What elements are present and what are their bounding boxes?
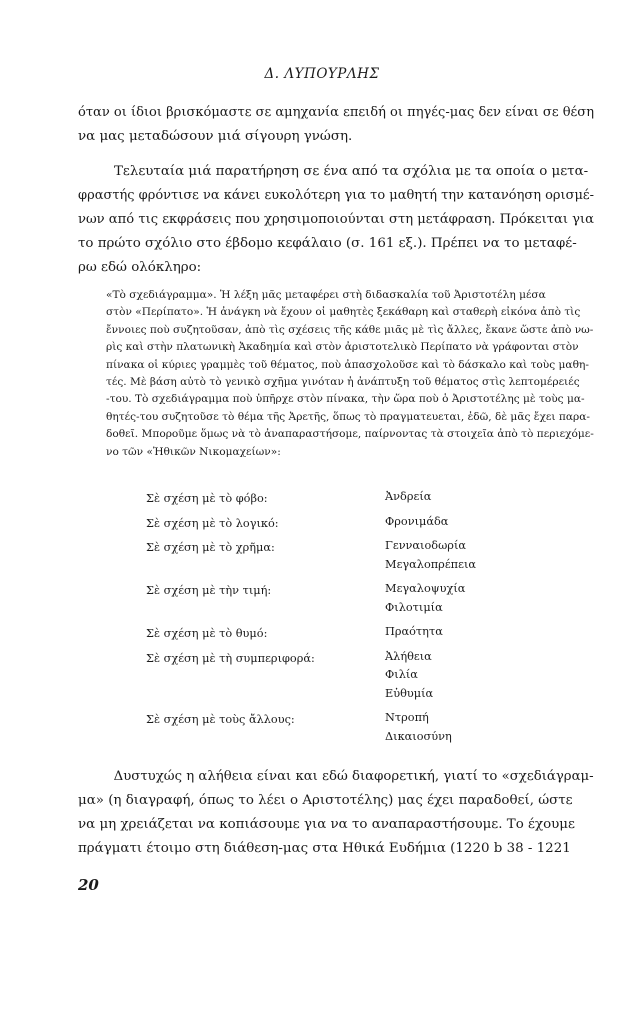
virtue-names (385, 537, 566, 574)
virtue-names (385, 648, 566, 704)
virtue-name: Μεγαλοψυχία (385, 582, 466, 595)
virtue-name: Πραότητα (385, 625, 443, 638)
virtue-relation: Σὲ σχέση μὲ τὸ θυμό: (146, 627, 268, 640)
text-line: μα» (η διαγραφή, όπως το λέει ο Αριστοτέλης) μας έχει παραδοθεί, ώστε (78, 793, 573, 808)
virtue-row (146, 488, 566, 507)
virtue-name: Φιλία (385, 668, 418, 681)
virtue-name: Δικαιοσύνη (385, 729, 452, 743)
virtue-name: Φιλοτιμία (385, 600, 443, 614)
virtue-relation: Σὲ σχέση μὲ τοὺς ἄλλους: (146, 713, 295, 726)
quote-line: στὸν «Περίπατο». Ἡ ἀνάγκη νὰ ἔχουν οἱ μαθητὲς ξεκάθαρη καὶ σταθερὴ εἰκόνα ἀπὸ τὶς (106, 306, 581, 319)
quote-line: -του. Τὸ σχεδιάγραμμα ποὺ ὑπῆρχε στὸν πίνακα, τὴν ὥρα ποὺ ὁ Ἀριστοτέλης μὲ τοὺς μα- (106, 393, 585, 406)
quote-line: «Τὸ σχεδιάγραμμα». Ἡ λέξη μᾶς μεταφέρει στὴ διδασκαλία τοῦ Ἀριστοτέλη μέσα (106, 289, 546, 301)
text-line: όταν οι ίδιοι βρισκόμαστε σε αμηχανία επειδή οι πηγές-μας δεν είναι σε θέση (78, 105, 595, 120)
virtue-row (146, 623, 566, 642)
quote-line: τές. Μὲ βάση αὐτὸ τὸ γενικὸ σχῆμα γινόταν ἡ ἀνάπτυξη τοῦ θέματος στὶς λεπτομέρειές (106, 376, 580, 389)
paragraph-2 (78, 160, 594, 280)
virtue-row (146, 648, 566, 704)
quote-line: ρὶς καὶ στὴν πλατωνικὴ Ἀκαδημία καὶ στὸν ἀριστοτελικὸ Περίπατο νὰ γράφονται στὸν (106, 341, 579, 354)
text-line: νων από τις εκφράσεις που χρησιμοποιούνται στη μετάφραση. Πρόκειται για (78, 212, 595, 227)
virtue-row (146, 709, 566, 746)
virtue-relation: Σὲ σχέση μὲ τὸ φόβο: (146, 492, 268, 505)
virtue-names (385, 488, 566, 507)
text-line: να μας μεταδώσουν μιά σίγουρη γνώση. (78, 129, 353, 144)
virtue-row (146, 513, 566, 532)
virtues-table (146, 488, 566, 746)
virtue-row (146, 580, 566, 617)
quote-line: πίνακα οἱ κύριες γραμμὲς τοῦ θέματος, ποὺ ἀπασχολοῦσε καὶ τὸ δάσκαλο καὶ τοὺς μαθη- (106, 358, 589, 371)
virtue-name: Γενναιοδωρία (385, 539, 466, 552)
virtue-relation: Σὲ σχέση μὲ τὸ χρῆμα: (146, 541, 275, 554)
quote-line: θητές-του συζητοῦσε τὸ θέμα τῆς Ἀρετῆς, ὅπως τὸ πραγματευεται, ἐδῶ, δὲ μᾶς ἔχει παρα- (106, 410, 590, 423)
paragraph-1 (78, 101, 594, 149)
virtue-name: Φρονιμάδα (385, 514, 449, 528)
quote-line: ἔννοιες ποὺ συζητοῦσαν, ἀπὸ τὶς σχέσεις τῆς κάθε μιᾶς μὲ τὶς ἄλλες, ἔκανε ὥστε ἀπὸ νω- (106, 323, 594, 336)
virtue-name: Ντροπή (385, 711, 429, 724)
text-line: να μη χρειάζεται να κοπιάσουμε για να το αναπαραστήσουμε. Το έχουμε (78, 817, 575, 832)
virtue-relation: Σὲ σχέση μὲ τὴ συμπεριφορά: (146, 651, 315, 665)
paragraph-3 (78, 765, 594, 861)
text-line: ρω εδώ ολόκληρο: (78, 260, 202, 275)
page-number: 20 (78, 876, 99, 894)
running-head: Δ. ΛΥΠΟΥΡΛΗΣ (264, 66, 380, 82)
virtue-name: Εὐθυμία (385, 686, 434, 700)
quote-line: νο τῶν «Ἠθικῶν Νικομαχείων»: (106, 445, 281, 458)
text-line: φραστής φρόντισε να κάνει ευκολότερη για το μαθητή την κατανόηση ορισμέ- (78, 188, 594, 203)
virtue-name: Ἀλήθεια (385, 649, 432, 663)
text-line: πράγματι έτοιμο στη διάθεση-μας στα Ηθικά Ευδήμια (1220 b 38 - 1221 (78, 841, 571, 856)
text-line: το πρώτο σχόλιο στο έβδομο κεφάλαιο (σ. 161 εξ.). Πρέπει να το μεταφέ- (78, 236, 577, 251)
virtue-names (385, 623, 566, 642)
quote-line: δοθεῖ. Μποροῦμε ὅμως νὰ τὸ ἀναπαραστήσομε, παίρνοντας τὰ στοιχεῖα ἀπὸ τὸ περιεχόμε- (106, 428, 594, 441)
virtue-name: Μεγαλοπρέπεια (385, 557, 477, 571)
virtue-names (385, 580, 566, 617)
block-quote (106, 287, 598, 461)
virtue-relation: Σὲ σχέση μὲ τὴν τιμή: (146, 584, 272, 597)
text-line: Δυστυχώς η αλήθεια είναι και εδώ διαφορετική, γιατί το «σχεδιάγραμ- (113, 769, 594, 784)
virtue-relation: Σὲ σχέση μὲ τὸ λογικό: (146, 516, 279, 530)
virtue-names (385, 709, 566, 746)
virtue-row (146, 537, 566, 574)
virtue-name: Ἀνδρεία (385, 490, 432, 503)
virtue-names (385, 513, 566, 532)
text-line: Τελευταία μιά παρατήρηση σε ένα από τα σχόλια με τα οποία ο μετα- (114, 164, 589, 179)
